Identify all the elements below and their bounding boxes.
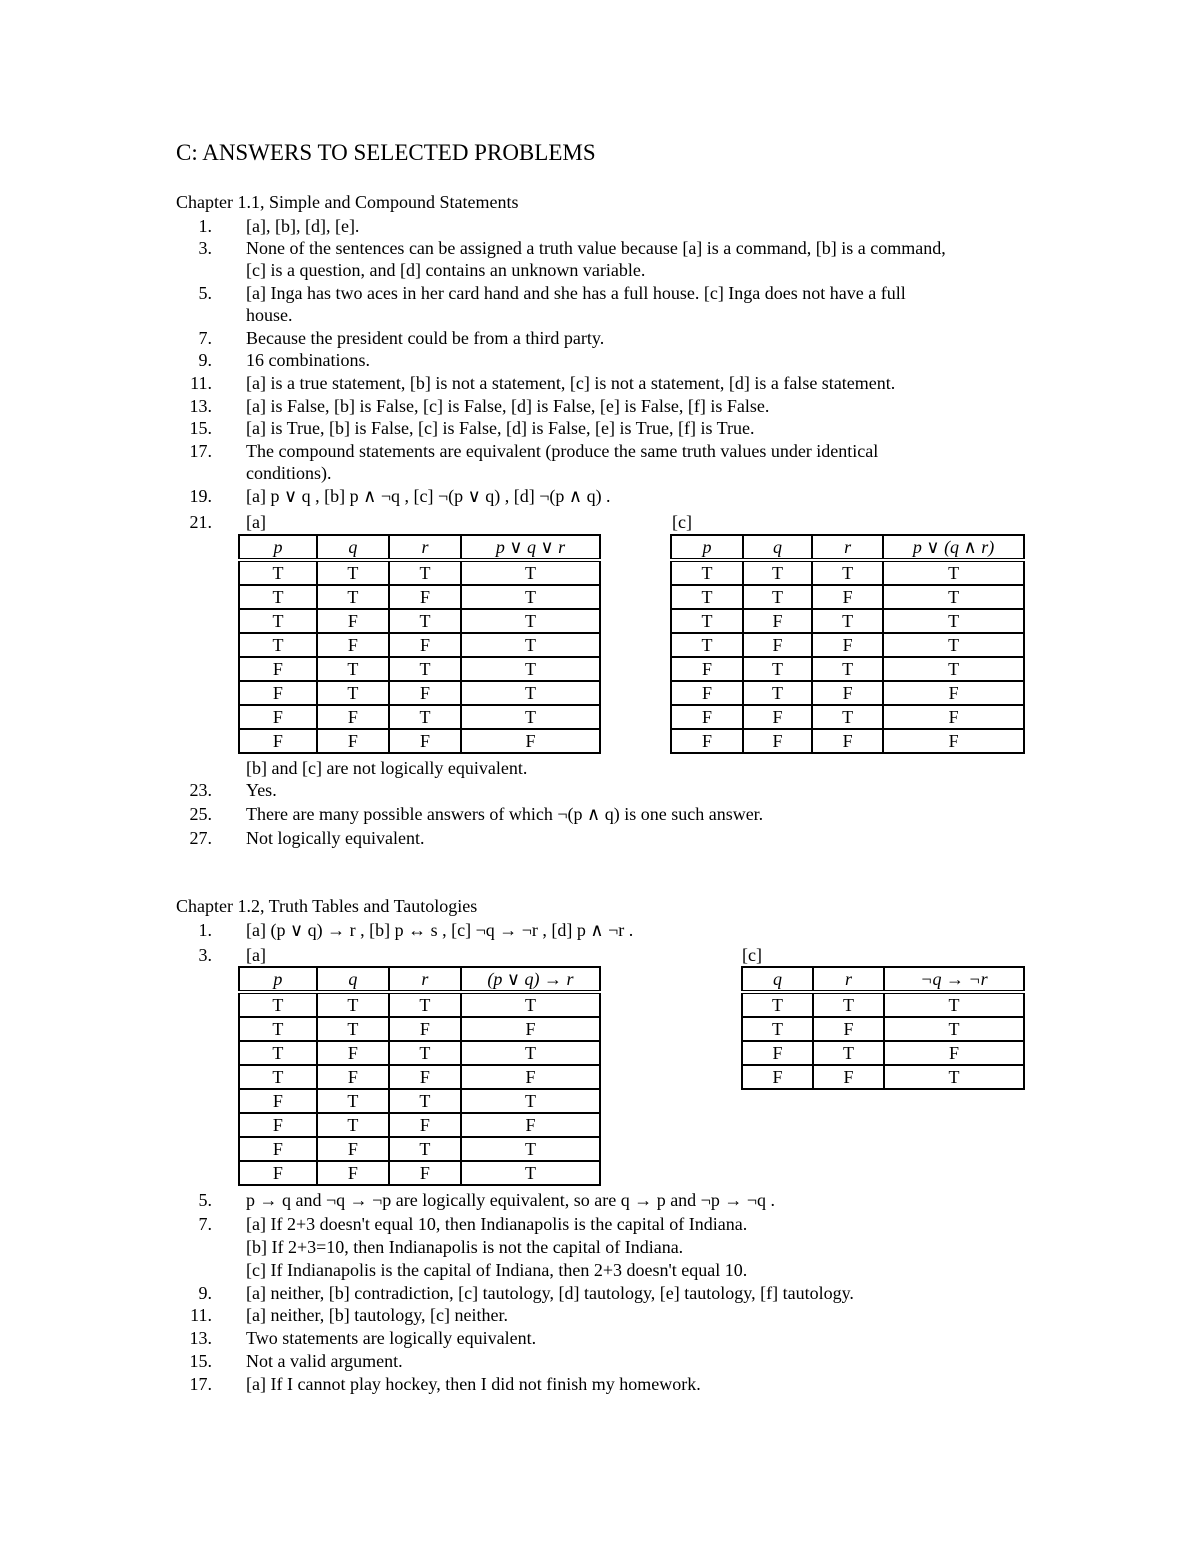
table-cell: T xyxy=(389,705,461,729)
table-cell: T xyxy=(883,585,1024,609)
answer-text: conditions). xyxy=(246,463,332,483)
problem-number: 1. xyxy=(198,216,212,236)
table-cell: T xyxy=(671,633,743,657)
table-cell: F xyxy=(317,705,389,729)
answer-text: [c] If Indianapolis is the capital of Indiana, then 2+3 doesn't equal 10. xyxy=(246,1260,748,1280)
table-cell: T xyxy=(389,1089,461,1113)
table-row xyxy=(742,1065,1024,1089)
problem-number: 13. xyxy=(189,396,212,416)
table-cell: F xyxy=(317,633,389,657)
table-cell: T xyxy=(883,633,1024,657)
problem-number: 17. xyxy=(189,441,212,461)
table-row xyxy=(671,633,1024,657)
table-cell: T xyxy=(389,657,461,681)
table-cell: F xyxy=(461,1017,600,1041)
table-row xyxy=(239,705,600,729)
table-row xyxy=(239,681,600,705)
table-cell: F xyxy=(239,1089,317,1113)
table-cell: F xyxy=(742,1065,813,1089)
table-cell: T xyxy=(317,657,389,681)
table-cell: T xyxy=(389,1137,461,1161)
table-header-cell: p ∨ q ∨ r xyxy=(461,535,600,560)
table-row xyxy=(239,1017,600,1041)
table-cell: F xyxy=(389,585,461,609)
table-cell: T xyxy=(239,560,317,585)
answer-text: [b] If 2+3=10, then Indianapolis is not the capital of Indiana. xyxy=(246,1237,684,1257)
table-header-cell: r xyxy=(389,967,461,992)
problem-number: 3. xyxy=(198,945,212,965)
table-cell: F xyxy=(317,729,389,753)
table-row xyxy=(671,609,1024,633)
answer-text: [a] If 2+3 doesn't equal 10, then Indianapolis is the capital of Indiana. xyxy=(246,1214,748,1234)
table-label-c: [c] xyxy=(672,512,692,532)
problem-number: 5. xyxy=(198,1190,212,1210)
table-cell: F xyxy=(461,1065,600,1089)
table-cell: T xyxy=(317,1113,389,1137)
table-cell: T xyxy=(317,1017,389,1041)
table-row xyxy=(239,609,600,633)
table-row xyxy=(671,681,1024,705)
table-header-cell: (p ∨ q) → r xyxy=(461,967,600,992)
table-cell: T xyxy=(239,633,317,657)
table-row xyxy=(742,1041,1024,1065)
answer-text: Not logically equivalent. xyxy=(246,828,425,848)
table-cell: T xyxy=(461,609,600,633)
table-cell: F xyxy=(671,705,743,729)
table-cell: T xyxy=(461,560,600,585)
answer-text: There are many possible answers of which ¬(p ∧ q) is one such answer. xyxy=(246,804,764,824)
table-cell: T xyxy=(317,1089,389,1113)
table-cell: F xyxy=(743,729,812,753)
table-cell: T xyxy=(743,681,812,705)
table-cell: F xyxy=(671,657,743,681)
table-cell: F xyxy=(317,1161,389,1185)
table-cell: F xyxy=(812,681,883,705)
table-cell: F xyxy=(813,1065,884,1089)
table-row xyxy=(239,729,600,753)
table-cell: F xyxy=(671,729,743,753)
table-cell: T xyxy=(884,1065,1024,1089)
table-cell: T xyxy=(461,633,600,657)
answer-text: [a] is False, [b] is False, [c] is False, [d] is False, [e] is False, [f] is False. xyxy=(246,396,770,416)
table-cell: T xyxy=(461,585,600,609)
table-row xyxy=(239,585,600,609)
table-cell: T xyxy=(389,560,461,585)
table-cell: F xyxy=(239,657,317,681)
table-cell: T xyxy=(239,1017,317,1041)
table-cell: F xyxy=(884,1041,1024,1065)
table-row xyxy=(671,585,1024,609)
table-cell: T xyxy=(743,585,812,609)
table-cell: F xyxy=(239,1161,317,1185)
table-row xyxy=(671,729,1024,753)
table-cell: T xyxy=(389,1041,461,1065)
truth-table xyxy=(670,534,1025,754)
table-header-cell: q xyxy=(317,535,389,560)
table-cell: T xyxy=(671,609,743,633)
table-cell: F xyxy=(812,633,883,657)
table-cell: F xyxy=(813,1017,884,1041)
truth-table xyxy=(741,966,1025,1090)
table-cell: T xyxy=(461,1089,600,1113)
answer-text: Because the president could be from a third party. xyxy=(246,328,605,348)
table-cell: F xyxy=(389,1161,461,1185)
answer-text: The compound statements are equivalent (produce the same truth values under identical xyxy=(246,441,879,461)
table-cell: F xyxy=(239,729,317,753)
table-cell: T xyxy=(743,657,812,681)
truth-table xyxy=(238,534,601,754)
table-cell: T xyxy=(461,1161,600,1185)
table-cell: T xyxy=(461,681,600,705)
table-cell: T xyxy=(884,1017,1024,1041)
problem-number: 5. xyxy=(198,283,212,303)
table-row xyxy=(742,992,1024,1017)
answer-text: [a] neither, [b] contradiction, [c] tautology, [d] tautology, [e] tautology, [f] tautology. xyxy=(246,1283,854,1303)
answer-text: [a] (p ∨ q) → r , [b] p ↔ s , [c] ¬q → ¬r , [d] p ∧ ¬r . xyxy=(246,920,634,940)
table-cell: F xyxy=(883,705,1024,729)
answer-text: Two statements are logically equivalent. xyxy=(246,1328,537,1348)
table-cell: F xyxy=(461,729,600,753)
problem-number: 19. xyxy=(189,486,212,506)
table-cell: T xyxy=(317,992,389,1017)
table-row xyxy=(671,657,1024,681)
answer-text: [a], [b], [d], [e]. xyxy=(246,216,360,236)
table-header-cell: p xyxy=(239,967,317,992)
table-cell: F xyxy=(389,681,461,705)
problem-number: 7. xyxy=(198,1214,212,1234)
table-cell: F xyxy=(461,1113,600,1137)
table-row xyxy=(239,1137,600,1161)
table-row xyxy=(239,1089,600,1113)
table-header-cell: r xyxy=(812,535,883,560)
table-cell: T xyxy=(461,1137,600,1161)
table-cell: T xyxy=(317,560,389,585)
answer-text: Not a valid argument. xyxy=(246,1351,403,1371)
table-header-cell: q xyxy=(742,967,813,992)
table-cell: T xyxy=(883,657,1024,681)
table-cell: F xyxy=(317,1041,389,1065)
table-cell: T xyxy=(239,609,317,633)
table-header-cell: ¬q → ¬r xyxy=(884,967,1024,992)
table-row xyxy=(239,657,600,681)
table-cell: T xyxy=(813,1041,884,1065)
table-cell: T xyxy=(239,1065,317,1089)
problem-number: 3. xyxy=(198,238,212,258)
problem-number: 21. xyxy=(189,512,212,532)
table-cell: F xyxy=(742,1041,813,1065)
answer-text: house. xyxy=(246,305,293,325)
table-cell: T xyxy=(742,992,813,1017)
answer-text: [a] p ∨ q , [b] p ∧ ¬q , [c] ¬(p ∨ q) , [d] ¬(p ∧ q) . xyxy=(246,486,611,506)
table-row xyxy=(239,1065,600,1089)
table-cell: T xyxy=(813,992,884,1017)
table-row xyxy=(239,1113,600,1137)
problem-number: 7. xyxy=(198,328,212,348)
table-cell: T xyxy=(239,1041,317,1065)
chapter-1-1-heading: Chapter 1.1, Simple and Compound Statements xyxy=(176,192,519,212)
table-cell: T xyxy=(884,992,1024,1017)
table-cell: F xyxy=(743,609,812,633)
table-cell: T xyxy=(389,609,461,633)
table-cell: F xyxy=(389,1017,461,1041)
table-row xyxy=(671,705,1024,729)
table-cell: T xyxy=(812,609,883,633)
answer-text: [a] is a true statement, [b] is not a statement, [c] is not a statement, [d] is a false statement. xyxy=(246,373,896,393)
table-label-a: [a] xyxy=(246,512,266,532)
table-cell: F xyxy=(812,729,883,753)
table-cell: T xyxy=(239,992,317,1017)
table-cell: T xyxy=(317,585,389,609)
answer-text: [c] is a question, and [d] contains an unknown variable. xyxy=(246,260,646,280)
table-header-cell: q xyxy=(317,967,389,992)
table-header-cell: p xyxy=(671,535,743,560)
table-cell: F xyxy=(389,1065,461,1089)
answer-text: p → q and ¬q → ¬p are logically equivalent, so are q → p and ¬p → ¬q . xyxy=(246,1190,775,1210)
problem-number: 15. xyxy=(189,1351,212,1371)
table-cell: F xyxy=(239,681,317,705)
table-row xyxy=(239,1041,600,1065)
table-cell: F xyxy=(317,1137,389,1161)
problem-number: 9. xyxy=(198,1283,212,1303)
table-row xyxy=(239,992,600,1017)
table-cell: T xyxy=(812,705,883,729)
problem-number: 25. xyxy=(189,804,212,824)
answer-text: [a] neither, [b] tautology, [c] neither. xyxy=(246,1305,509,1325)
table-cell: T xyxy=(671,560,743,585)
table-cell: F xyxy=(239,1137,317,1161)
table-cell: T xyxy=(461,992,600,1017)
table-cell: F xyxy=(239,1113,317,1137)
table-cell: F xyxy=(317,1065,389,1089)
table-cell: T xyxy=(883,609,1024,633)
table-cell: F xyxy=(389,729,461,753)
problem-number: 9. xyxy=(198,350,212,370)
table-cell: F xyxy=(883,681,1024,705)
problem-number: 15. xyxy=(189,418,212,438)
table-row xyxy=(671,560,1024,585)
problem-number: 1. xyxy=(198,920,212,940)
table-cell: T xyxy=(671,585,743,609)
answer-text: None of the sentences can be assigned a truth value because [a] is a command, [b] is a command, xyxy=(246,238,946,258)
table-cell: F xyxy=(812,585,883,609)
table-cell: T xyxy=(461,1041,600,1065)
table-cell: F xyxy=(389,1113,461,1137)
problem-number: 27. xyxy=(189,828,212,848)
table-label-a: [a] xyxy=(246,945,266,965)
table-label-c: [c] xyxy=(742,945,762,965)
table-cell: T xyxy=(317,681,389,705)
table-cell: T xyxy=(883,560,1024,585)
table-cell: T xyxy=(812,560,883,585)
page-title: C: ANSWERS TO SELECTED PROBLEMS xyxy=(176,140,596,165)
table-header-cell: p xyxy=(239,535,317,560)
answer-text: [a] If I cannot play hockey, then I did not finish my homework. xyxy=(246,1374,701,1394)
table-cell: T xyxy=(743,560,812,585)
table-cell: F xyxy=(743,633,812,657)
table-cell: T xyxy=(461,657,600,681)
table-cell: F xyxy=(239,705,317,729)
truth-table xyxy=(238,966,601,1186)
table-row xyxy=(239,633,600,657)
table-header-cell: p ∨ (q ∧ r) xyxy=(883,535,1024,560)
table-cell: T xyxy=(461,705,600,729)
answer-text: [a] is True, [b] is False, [c] is False, [d] is False, [e] is True, [f] is True. xyxy=(246,418,755,438)
table-header-cell: r xyxy=(389,535,461,560)
answer-text: [b] and [c] are not logically equivalent. xyxy=(246,758,528,778)
table-cell: T xyxy=(389,992,461,1017)
answer-text: Yes. xyxy=(246,780,277,800)
chapter-1-2-heading: Chapter 1.2, Truth Tables and Tautologies xyxy=(176,896,478,916)
table-cell: T xyxy=(742,1017,813,1041)
table-cell: F xyxy=(743,705,812,729)
table-row xyxy=(239,1161,600,1185)
table-cell: F xyxy=(671,681,743,705)
table-row xyxy=(239,560,600,585)
table-cell: T xyxy=(812,657,883,681)
table-cell: F xyxy=(883,729,1024,753)
table-header-cell: r xyxy=(813,967,884,992)
table-cell: F xyxy=(389,633,461,657)
table-header-cell: q xyxy=(743,535,812,560)
table-row xyxy=(742,1017,1024,1041)
problem-number: 17. xyxy=(189,1374,212,1394)
problem-number: 23. xyxy=(189,780,212,800)
table-cell: F xyxy=(317,609,389,633)
answer-text: 16 combinations. xyxy=(246,350,370,370)
problem-number: 11. xyxy=(190,1305,212,1325)
answer-text: [a] Inga has two aces in her card hand and she has a full house. [c] Inga does not have a full xyxy=(246,283,906,303)
table-cell: T xyxy=(239,585,317,609)
problem-number: 11. xyxy=(190,373,212,393)
problem-number: 13. xyxy=(189,1328,212,1348)
